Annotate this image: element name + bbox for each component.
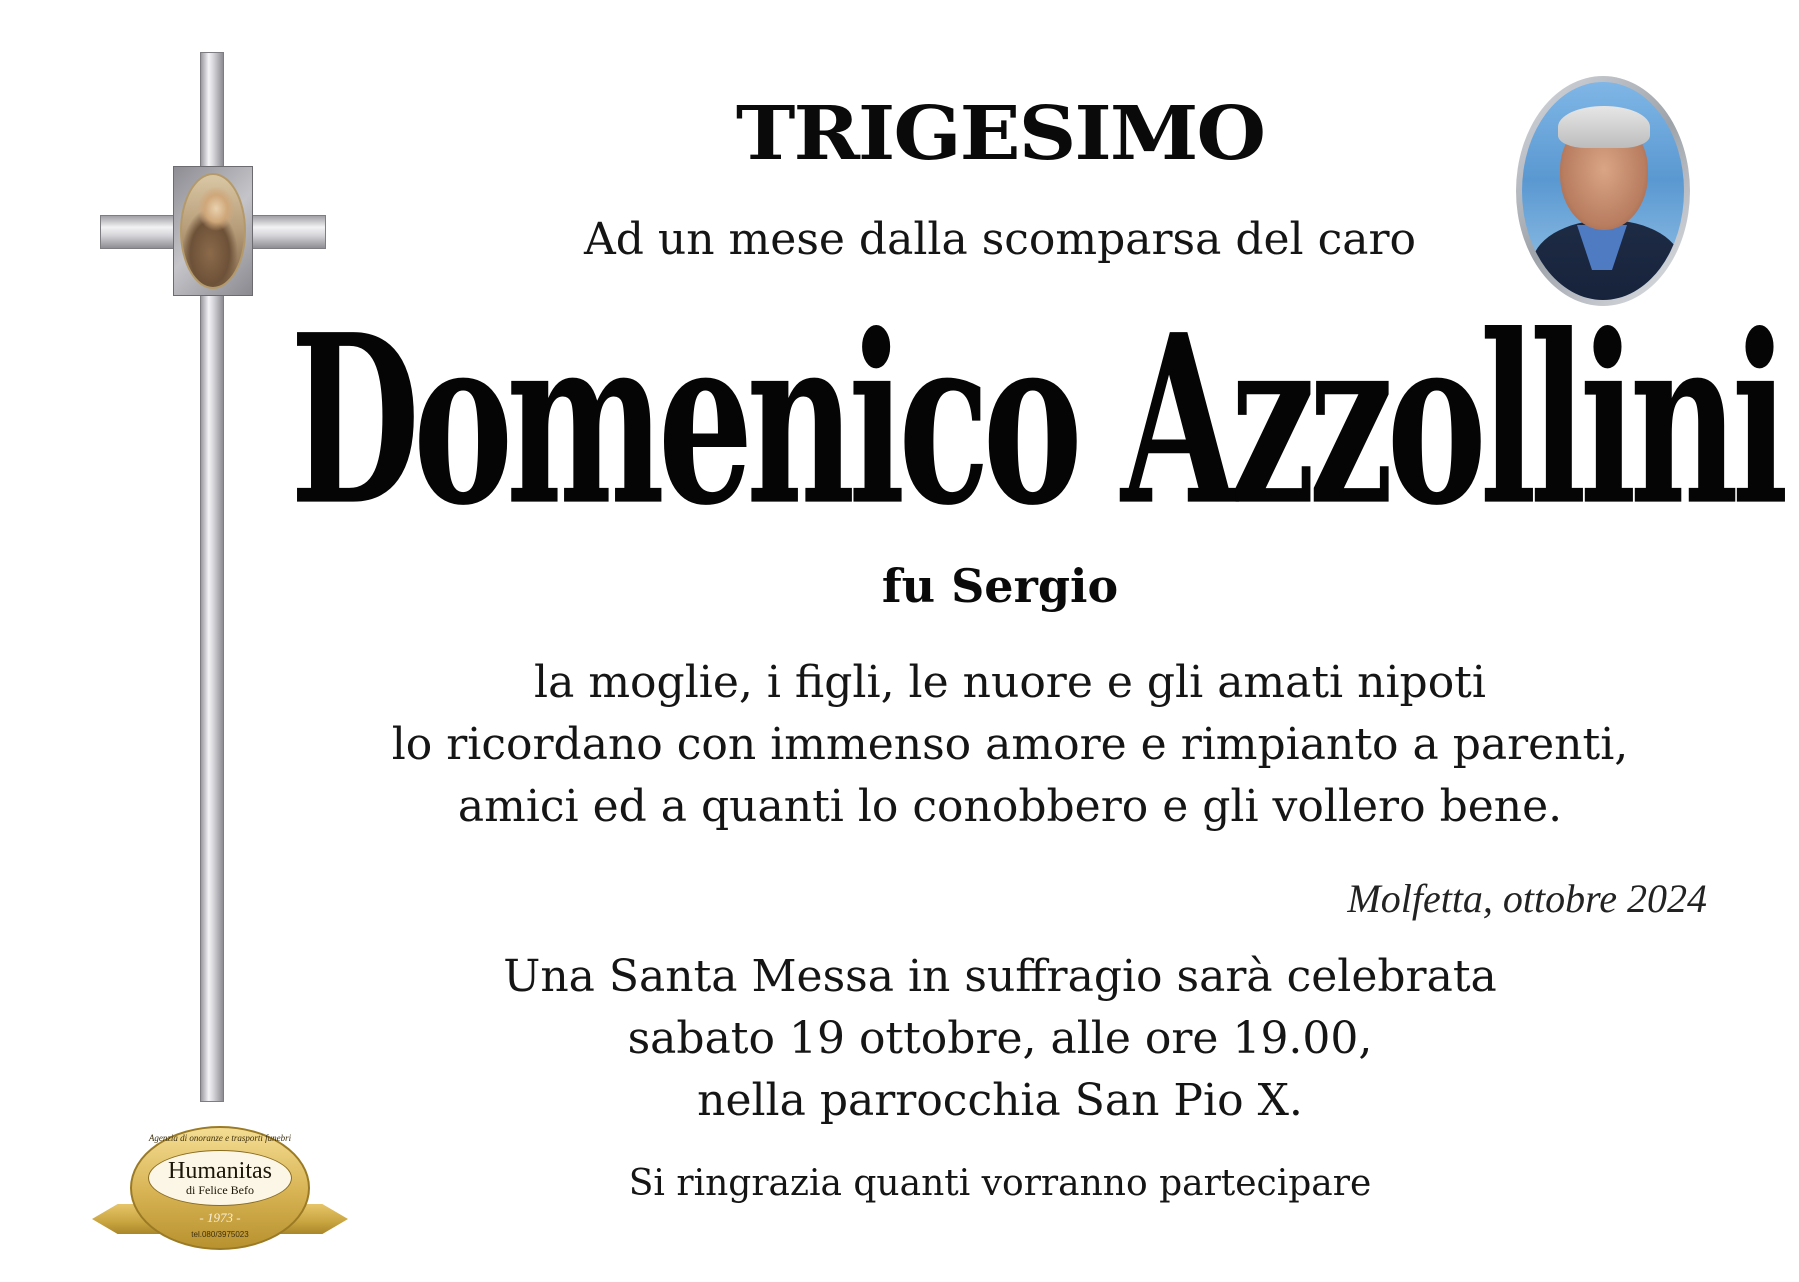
- message-line: amici ed a quanti lo conobbero e gli vollero bene.: [457, 781, 1563, 832]
- notice-heading: TRIGESIMO: [735, 89, 1265, 177]
- logo-arc-text: Agenzia di onoranze e trasporti funebri: [148, 1133, 292, 1143]
- mass-line: sabato 19 ottobre, alle ore 19.00,: [627, 1013, 1373, 1064]
- agency-logo: [92, 1126, 348, 1266]
- family-message: [330, 652, 1690, 838]
- place-date: Molfetta, ottobre 2024: [1347, 876, 1707, 921]
- thanks-line: Si ringrazia quanti vorranno partecipare: [628, 1163, 1372, 1204]
- saint-medallion-icon: [173, 166, 253, 296]
- mass-line: Una Santa Messa in suffragio sarà celebrata: [503, 951, 1497, 1002]
- mass-line: nella parrocchia San Pio X.: [697, 1075, 1303, 1126]
- notice-intro: Ad un mese dalla scomparsa del caro: [583, 214, 1417, 265]
- logo-name: Humanitas: [168, 1158, 272, 1184]
- photo-hair: [1558, 106, 1650, 148]
- message-line: lo ricordano con immenso amore e rimpianto a parenti,: [391, 719, 1629, 770]
- deceased-name: Domenico Azzollini: [290, 284, 1782, 558]
- saint-portrait-image: [180, 173, 246, 289]
- message-line: la moglie, i figli, le nuore e gli amati nipoti: [534, 657, 1486, 708]
- logo-subname: di Felice Befo: [186, 1183, 254, 1197]
- father-name: fu Sergio: [881, 559, 1119, 613]
- mass-announcement: [400, 946, 1600, 1132]
- logo-phone: tel.080/3975023: [191, 1230, 249, 1239]
- logo-oval: [130, 1126, 310, 1250]
- logo-year: - 1973 -: [199, 1210, 241, 1225]
